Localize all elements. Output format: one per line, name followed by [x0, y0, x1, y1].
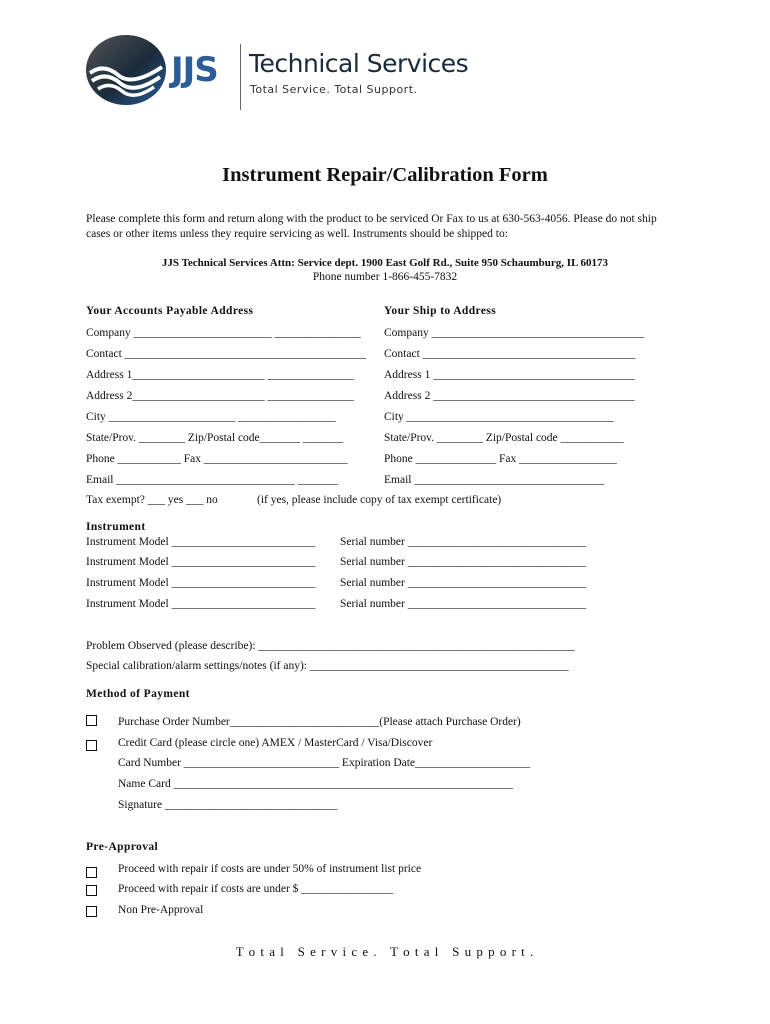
special-settings-field[interactable]: Special calibration/alarm settings/notes (if any): _____________________________________________: [86, 660, 569, 672]
purchase-order-checkbox[interactable]: [86, 715, 97, 726]
problem-observed-field[interactable]: Problem Observed (please describe): _______________________________________________________: [86, 640, 575, 652]
intro-line-2: cases or other items unless they require servicing as well. Instruments should be shipped to:: [86, 228, 508, 240]
instrument-model-field[interactable]: Instrument Model _________________________: [86, 556, 316, 568]
card-number-field[interactable]: Card Number ___________________________ Expiration Date____________________: [118, 757, 531, 769]
ap-phone-fax-field[interactable]: Phone ___________ Fax _________________________: [86, 453, 348, 465]
footer-tagline: T o t a l S e r v i c e . T o t a l S u p p o r t .: [235, 944, 535, 959]
ship-contact-field[interactable]: Contact _____________________________________: [384, 348, 636, 360]
instrument-model-field[interactable]: Instrument Model _________________________: [86, 598, 316, 610]
logo-abbreviation: JJS: [171, 50, 218, 90]
ap-city-field[interactable]: City ______________________ _________________: [86, 411, 336, 423]
ap-address2-field[interactable]: Address 2_______________________ _______________: [86, 390, 354, 402]
instrument-heading: Instrument: [86, 521, 146, 533]
serial-number-field[interactable]: Serial number _______________________________: [340, 536, 586, 548]
ap-company-field[interactable]: Company ________________________ _______________: [86, 327, 361, 339]
ship-state-zip-field[interactable]: State/Prov. ________ Zip/Postal code ___________: [384, 432, 624, 444]
logo-company-name: Technical Services: [249, 49, 469, 78]
tax-exempt-note: (if yes, please include copy of tax exempt certificate): [257, 494, 502, 506]
serial-number-field[interactable]: Serial number _______________________________: [340, 598, 586, 610]
instrument-model-field[interactable]: Instrument Model _________________________: [86, 577, 316, 589]
signature-field[interactable]: Signature ______________________________: [118, 799, 338, 811]
name-card-field[interactable]: Name Card ___________________________________________________________: [118, 778, 513, 790]
pre-approval-option2-checkbox[interactable]: [86, 885, 97, 896]
ship-to-phone-line: Phone number 1-866-455-7832: [312, 271, 458, 283]
ship-address2-field[interactable]: Address 2 ___________________________________: [384, 390, 635, 402]
instrument-model-field[interactable]: Instrument Model _________________________: [86, 536, 316, 548]
accounts-payable-heading: Your Accounts Payable Address: [86, 305, 254, 317]
ship-company-field[interactable]: Company _____________________________________: [384, 327, 645, 339]
pre-approval-option3-label: Non Pre-Approval: [118, 904, 204, 916]
ship-email-field[interactable]: Email _________________________________: [384, 474, 605, 486]
serial-number-field[interactable]: Serial number _______________________________: [340, 556, 586, 568]
ship-city-field[interactable]: City ____________________________________: [384, 411, 614, 423]
pre-approval-heading: Pre-Approval: [86, 841, 159, 853]
payment-heading: Method of Payment: [86, 688, 190, 700]
ap-state-zip-field[interactable]: State/Prov. ________ Zip/Postal code_______ _______: [86, 432, 344, 444]
ship-address1-field[interactable]: Address 1 ___________________________________: [384, 369, 635, 381]
ship-address-heading: Your Ship to Address: [384, 305, 497, 317]
pre-approval-option2-field[interactable]: Proceed with repair if costs are under $ ________________: [118, 883, 394, 895]
ship-to-address-line: JJS Technical Services Attn: Service dept. 1900 East Golf Rd., Suite 950 Schaumburg, IL 60173: [161, 257, 609, 269]
pre-approval-option1-label: Proceed with repair if costs are under 50% of instrument list price: [118, 863, 422, 875]
tax-exempt-field[interactable]: Tax exempt? ___ yes ___ no: [86, 494, 218, 506]
logo-divider: [240, 44, 241, 110]
pre-approval-option1-checkbox[interactable]: [86, 867, 97, 878]
purchase-order-field[interactable]: Purchase Order Number__________________________(Please attach Purchase Order): [118, 716, 521, 728]
pre-approval-option3-checkbox[interactable]: [86, 906, 97, 917]
intro-line-1: Please complete this form and return along with the product to be serviced Or Fax to us at 630-563-4056. Please do not ship: [86, 213, 657, 225]
serial-number-field[interactable]: Serial number _______________________________: [340, 577, 586, 589]
credit-card-label: Credit Card (please circle one) AMEX / MasterCard / Visa/Discover: [118, 737, 433, 749]
logo-emblem-icon: [84, 33, 168, 107]
ship-phone-fax-field[interactable]: Phone ______________ Fax _________________: [384, 453, 617, 465]
logo-tagline: Total Service. Total Support.: [250, 83, 418, 96]
ap-address1-field[interactable]: Address 1_______________________ _______________: [86, 369, 354, 381]
ap-email-field[interactable]: Email _______________________________ _______: [86, 474, 338, 486]
credit-card-checkbox[interactable]: [86, 740, 97, 751]
form-title: Instrument Repair/Calibration Form: [222, 164, 548, 186]
ap-contact-field[interactable]: Contact __________________________________________: [86, 348, 367, 360]
